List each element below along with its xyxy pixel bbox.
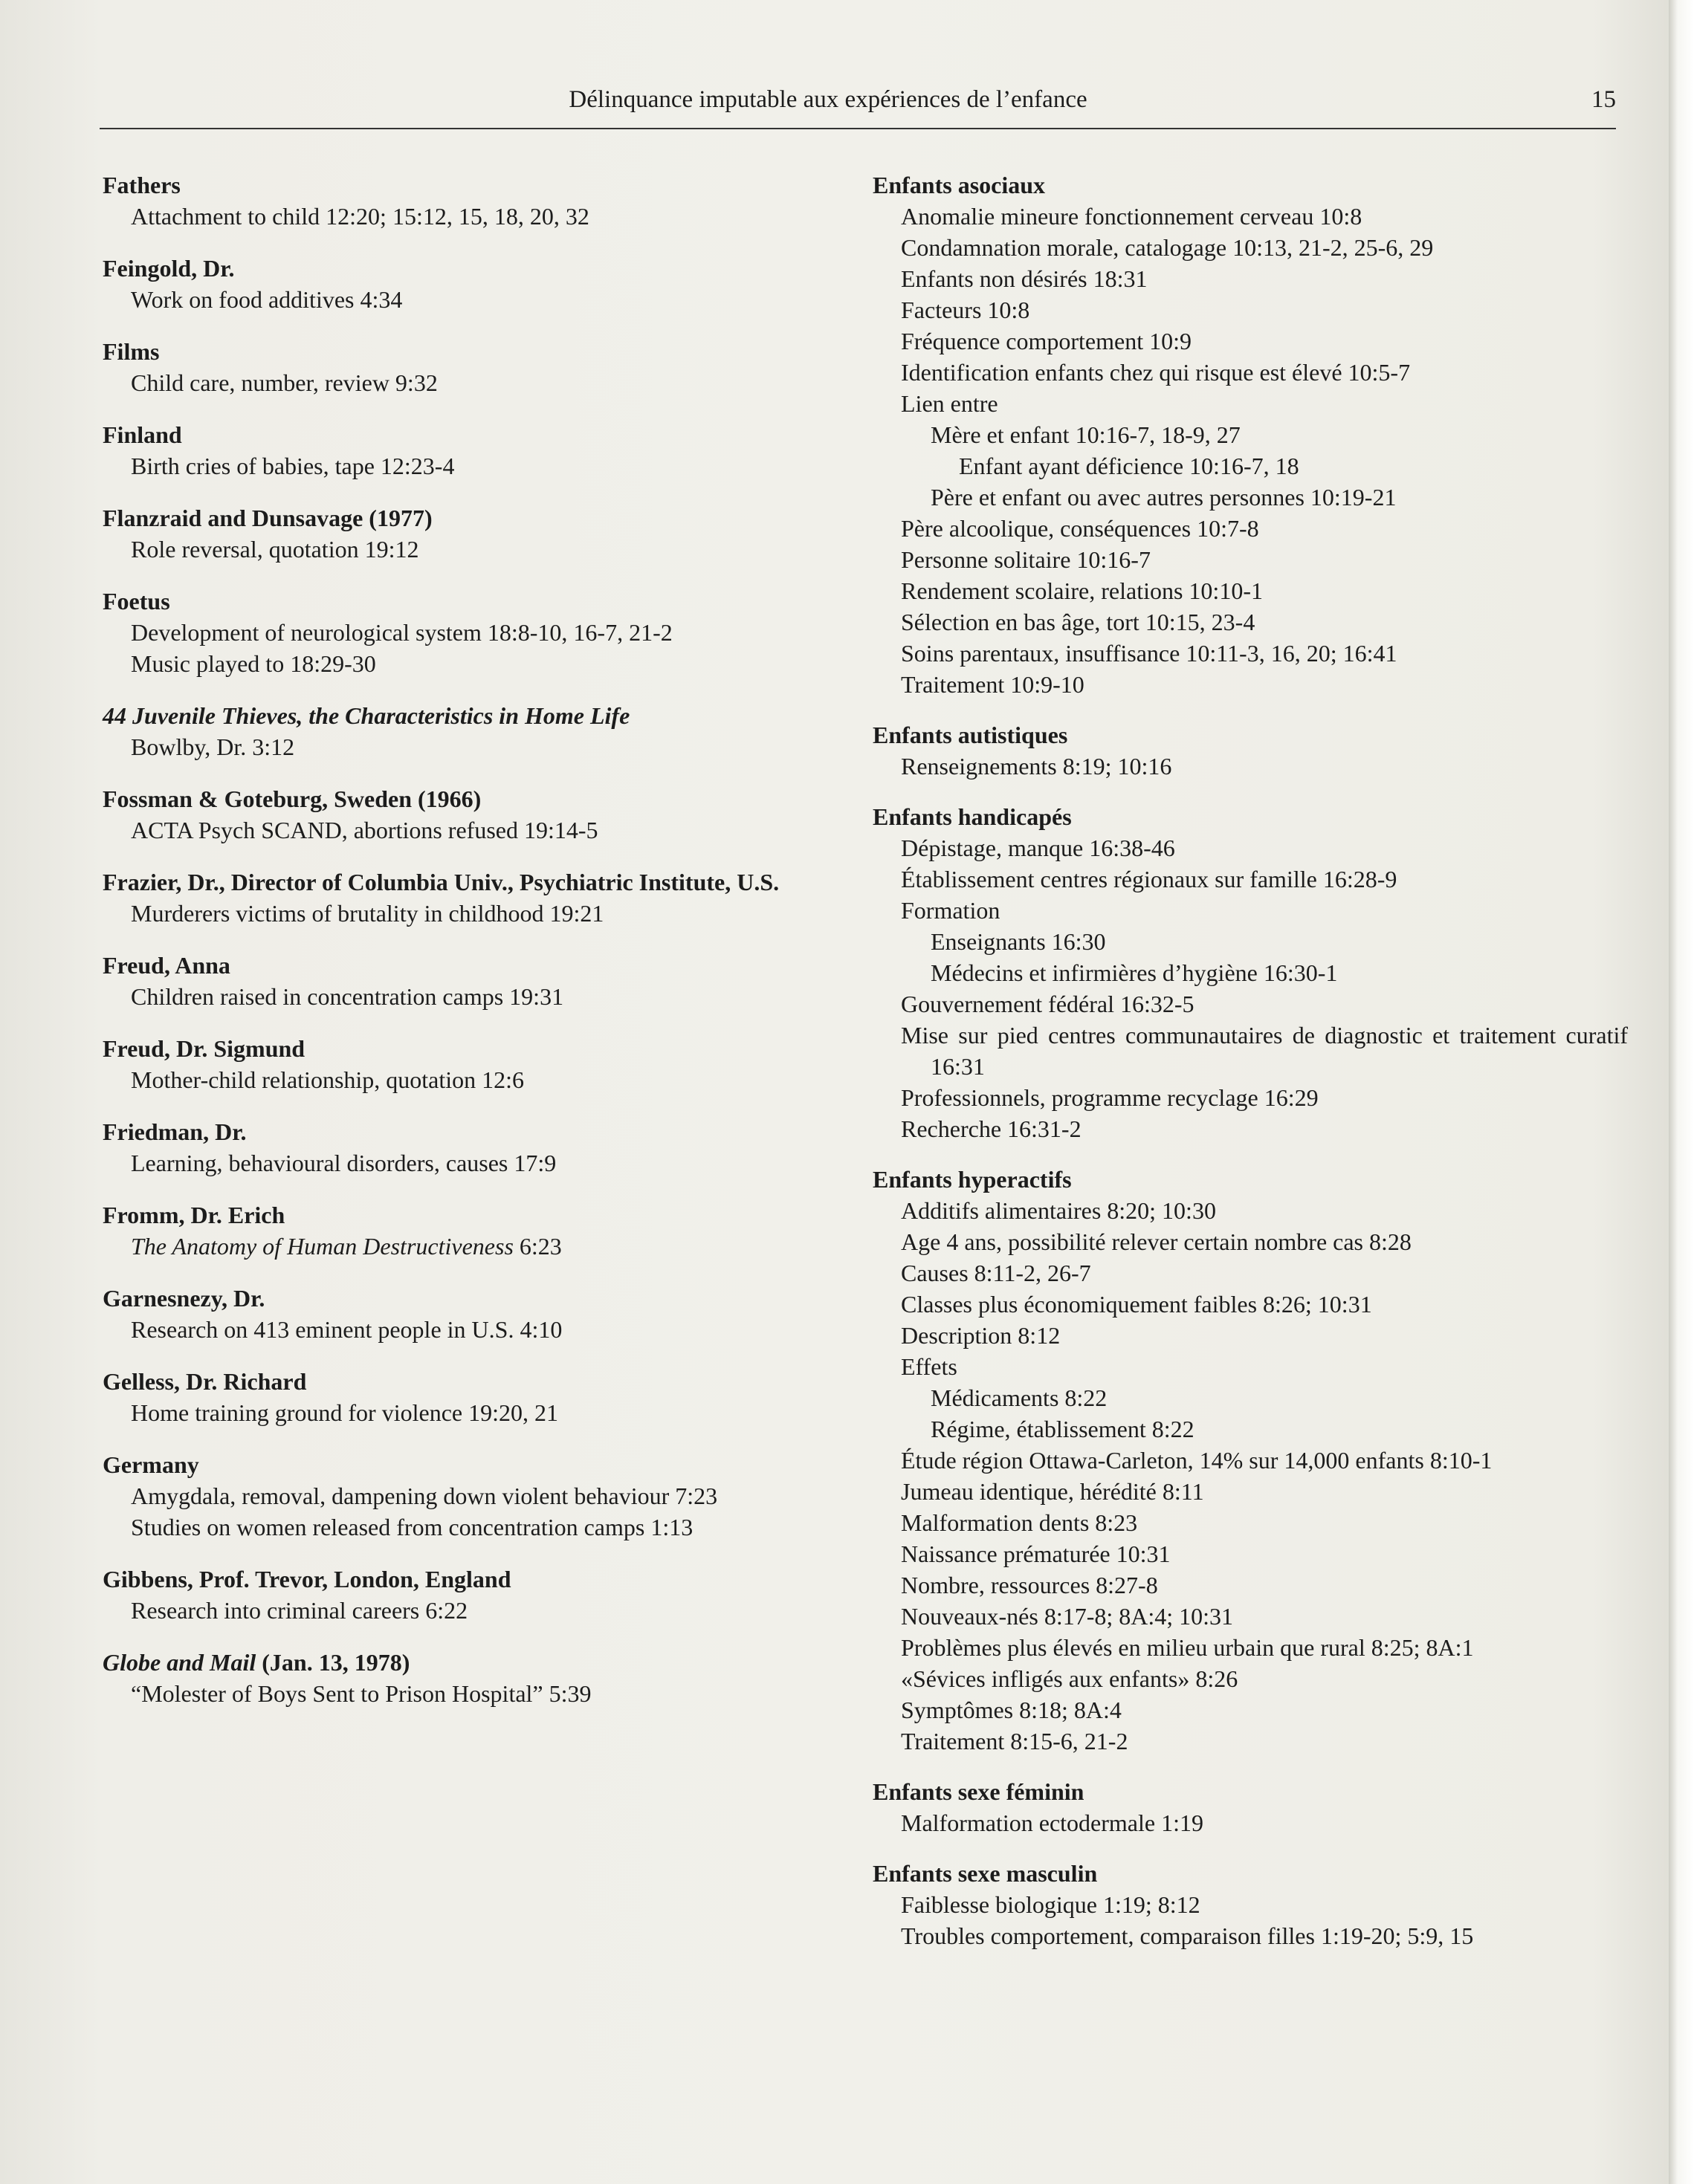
index-entry [103, 1366, 855, 1428]
entry-subentry: Symptômes 8:18; 8A:4 [901, 1697, 1122, 1723]
entry-subentry: Père alcoolique, conséquences 10:7-8 [901, 515, 1259, 542]
index-entry [873, 1164, 1628, 1757]
entry-subentry: Facteurs 10:8 [901, 297, 1030, 323]
entry-heading: Freud, Anna [103, 952, 230, 979]
entry-subentry: «Sévices infligés aux enfants» 8:26 [901, 1665, 1238, 1692]
entry-subentry: Lien entre [901, 390, 998, 417]
entry-heading: Frazier, Dr., Director of Columbia Univ., Psychiatric Institute, U.S. [103, 869, 780, 895]
subentry-locator: 6:23 [513, 1233, 562, 1260]
entry-subentry: Formation [901, 897, 1000, 924]
entry-subentry: Traitement 10:9-10 [901, 671, 1084, 698]
entry-subentry: Troubles comportement, comparaison filles 1:19-20; 5:9, 15 [901, 1922, 1474, 1949]
index-entry [103, 419, 855, 482]
entry-heading: Enfants handicapés [873, 803, 1072, 830]
entry-heading: Flanzraid and Dunsavage (1977) [103, 505, 433, 531]
index-entry [103, 866, 855, 929]
index-entry [103, 169, 855, 232]
entry-heading: Fromm, Dr. Erich [103, 1202, 285, 1228]
entry-subentry: Père et enfant ou avec autres personnes 10:19-21 [931, 484, 1397, 511]
entry-heading: Enfants autistiques [873, 722, 1068, 748]
entry-subentry: Work on food additives 4:34 [131, 286, 403, 313]
index-entry [873, 1858, 1628, 1951]
entry-subentry: Learning, behavioural disorders, causes 17:9 [131, 1150, 557, 1176]
entry-subentry: Dépistage, manque 16:38-46 [901, 835, 1175, 861]
entry-heading-italic: 44 Juvenile Thieves, the Characteristics in Home Life [103, 702, 630, 729]
index-entry [103, 336, 855, 398]
entry-subentry: Birth cries of babies, tape 12:23-4 [131, 453, 455, 479]
entry-subentry: Enfant ayant déficience 10:16-7, 18 [959, 453, 1299, 479]
index-column-left [103, 169, 855, 1730]
entry-subentry: Causes 8:11-2, 26-7 [901, 1260, 1091, 1286]
index-entry [103, 1199, 855, 1262]
index-entry [103, 1449, 855, 1543]
index-entry [103, 1033, 855, 1095]
entry-subentry: Médecins et infirmières d’hygiène 16:30-1 [931, 959, 1338, 986]
entry-subentry: Médicaments 8:22 [931, 1384, 1108, 1411]
entry-heading: Friedman, Dr. [103, 1118, 247, 1145]
entry-heading [103, 1647, 855, 1678]
entry-subentry: Régime, établissement 8:22 [931, 1416, 1194, 1442]
entry-subentry: Problèmes plus élevés en milieu urbain que rural 8:25; 8A:1 [901, 1634, 1474, 1661]
entry-heading: Enfants asociaux [873, 172, 1046, 198]
entry-subentry: Enseignants 16:30 [931, 928, 1106, 955]
entry-subentry: Soins parentaux, insuffisance 10:11-3, 16, 20; 16:41 [901, 640, 1397, 667]
entry-heading: Films [103, 338, 160, 365]
entry-heading: Feingold, Dr. [103, 255, 235, 282]
entry-subentry: Malformation ectodermale 1:19 [901, 1809, 1203, 1836]
entry-subentry: Gouvernement fédéral 16:32-5 [901, 991, 1194, 1017]
entry-subentry: Research into criminal careers 6:22 [131, 1597, 468, 1624]
entry-subentry: Bowlby, Dr. 3:12 [131, 733, 295, 760]
entry-subentry: Home training ground for violence 19:20, 21 [131, 1399, 558, 1426]
entry-heading: Enfants hyperactifs [873, 1166, 1072, 1193]
entry-subentry: Sélection en bas âge, tort 10:15, 23-4 [901, 609, 1255, 635]
entry-subentry: Studies on women released from concentration camps 1:13 [131, 1514, 694, 1540]
entry-subentry: Attachment to child 12:20; 15:12, 15, 18, 20, 32 [131, 203, 589, 230]
entry-subentry: Development of neurological system 18:8-10, 16-7, 21-2 [131, 619, 673, 646]
entry-subentry: Recherche 16:31-2 [901, 1115, 1082, 1142]
entry-subentry: Research on 413 eminent people in U.S. 4:10 [131, 1316, 563, 1343]
entry-subentry: Malformation dents 8:23 [901, 1509, 1138, 1536]
page-edge [1669, 0, 1694, 2184]
index-entry [103, 253, 855, 315]
entry-subentry: Description 8:12 [901, 1322, 1061, 1349]
entry-subentry: “Molester of Boys Sent to Prison Hospital” 5:39 [131, 1680, 592, 1707]
entry-heading: Germany [103, 1451, 199, 1478]
entry-subentry: Traitement 8:15-6, 21-2 [901, 1728, 1128, 1754]
entry-heading: Freud, Dr. Sigmund [103, 1035, 305, 1062]
index-entry [103, 1116, 855, 1179]
entry-subentry: Mère et enfant 10:16-7, 18-9, 27 [931, 421, 1241, 448]
entry-subentry: ACTA Psych SCAND, abortions refused 19:14-5 [131, 817, 598, 843]
entry-subentry: Anomalie mineure fonctionnement cerveau 10:8 [901, 203, 1362, 230]
entry-subentry: Jumeau identique, hérédité 8:11 [901, 1478, 1204, 1505]
index-entry [103, 1283, 855, 1345]
entry-subentry: Classes plus économiquement faibles 8:26; 10:31 [901, 1291, 1372, 1318]
entry-heading-rest: (Jan. 13, 1978) [256, 1649, 410, 1676]
index-entry [103, 1564, 855, 1626]
page-number: 15 [1591, 86, 1616, 113]
index-entry [873, 719, 1628, 782]
entry-subentry: Identification enfants chez qui risque est élevé 10:5-7 [901, 359, 1411, 386]
index-column-right [873, 169, 1628, 1971]
entry-subentry: Music played to 18:29-30 [131, 650, 376, 677]
entry-subentry: Fréquence comportement 10:9 [901, 328, 1192, 354]
entry-subentry: Child care, number, review 9:32 [131, 369, 438, 396]
entry-subentry: Renseignements 8:19; 10:16 [901, 753, 1172, 780]
entry-subentry: Enfants non désirés 18:31 [901, 265, 1148, 292]
entry-heading [103, 700, 855, 731]
entry-subentry: Personne solitaire 10:16-7 [901, 546, 1151, 573]
entry-subentry [103, 1231, 855, 1262]
index-entry [873, 1776, 1628, 1838]
entry-subentry: Role reversal, quotation 19:12 [131, 536, 419, 563]
entry-heading: Gibbens, Prof. Trevor, London, England [103, 1566, 511, 1592]
entry-subentry: Naissance prématurée 10:31 [901, 1540, 1171, 1567]
entry-subentry: Mother-child relationship, quotation 12:6 [131, 1066, 525, 1093]
subentry-italic-title: The Anatomy of Human Destructiveness [131, 1233, 514, 1260]
entry-heading: Garnesnezy, Dr. [103, 1285, 265, 1312]
index-entry [873, 801, 1628, 1144]
entry-subentry: Mise sur pied centres communautaires de diagnostic et traitement curatif 16:31 [901, 1022, 1628, 1080]
entry-heading: Fathers [103, 172, 181, 198]
entry-heading: Finland [103, 421, 182, 448]
entry-subentry: Professionnels, programme recyclage 16:29 [901, 1084, 1319, 1111]
index-entry [873, 169, 1628, 700]
entry-heading: Fossman & Goteburg, Sweden (1966) [103, 785, 482, 812]
index-entry [103, 950, 855, 1012]
index-entry [103, 700, 855, 762]
entry-heading: Gelless, Dr. Richard [103, 1368, 307, 1395]
entry-subentry: Effets [901, 1353, 957, 1380]
entry-heading: Enfants sexe masculin [873, 1860, 1098, 1887]
index-entry [103, 1647, 855, 1709]
entry-subentry: Nouveaux-nés 8:17-8; 8A:4; 10:31 [901, 1603, 1234, 1630]
entry-subentry: Additifs alimentaires 8:20; 10:30 [901, 1197, 1216, 1224]
entry-subentry: Étude région Ottawa-Carleton, 14% sur 14,000 enfants 8:10-1 [901, 1447, 1493, 1474]
entry-heading-italic: Globe and Mail [103, 1649, 256, 1676]
entry-subentry: Établissement centres régionaux sur famille 16:28-9 [901, 866, 1397, 892]
entry-subentry: Faiblesse biologique 1:19; 8:12 [901, 1891, 1200, 1918]
entry-heading: Enfants sexe féminin [873, 1778, 1084, 1805]
entry-subentry: Age 4 ans, possibilité relever certain nombre cas 8:28 [901, 1228, 1412, 1255]
entry-subentry: Nombre, ressources 8:27-8 [901, 1572, 1158, 1598]
entry-subentry: Murderers victims of brutality in childhood 19:21 [131, 900, 604, 927]
index-entry [103, 502, 855, 565]
entry-subentry: Rendement scolaire, relations 10:10-1 [901, 577, 1263, 604]
running-title: Délinquance imputable aux expériences de l’enfance [569, 86, 1087, 113]
entry-subentry: Condamnation morale, catalogage 10:13, 21-2, 25-6, 29 [901, 234, 1434, 261]
entry-subentry: Children raised in concentration camps 19:31 [131, 983, 564, 1010]
entry-heading: Foetus [103, 588, 170, 615]
index-entry [103, 586, 855, 679]
running-header [100, 83, 1616, 129]
index-entry [103, 783, 855, 846]
entry-subentry: Amygdala, removal, dampening down violent behaviour 7:23 [131, 1483, 718, 1509]
